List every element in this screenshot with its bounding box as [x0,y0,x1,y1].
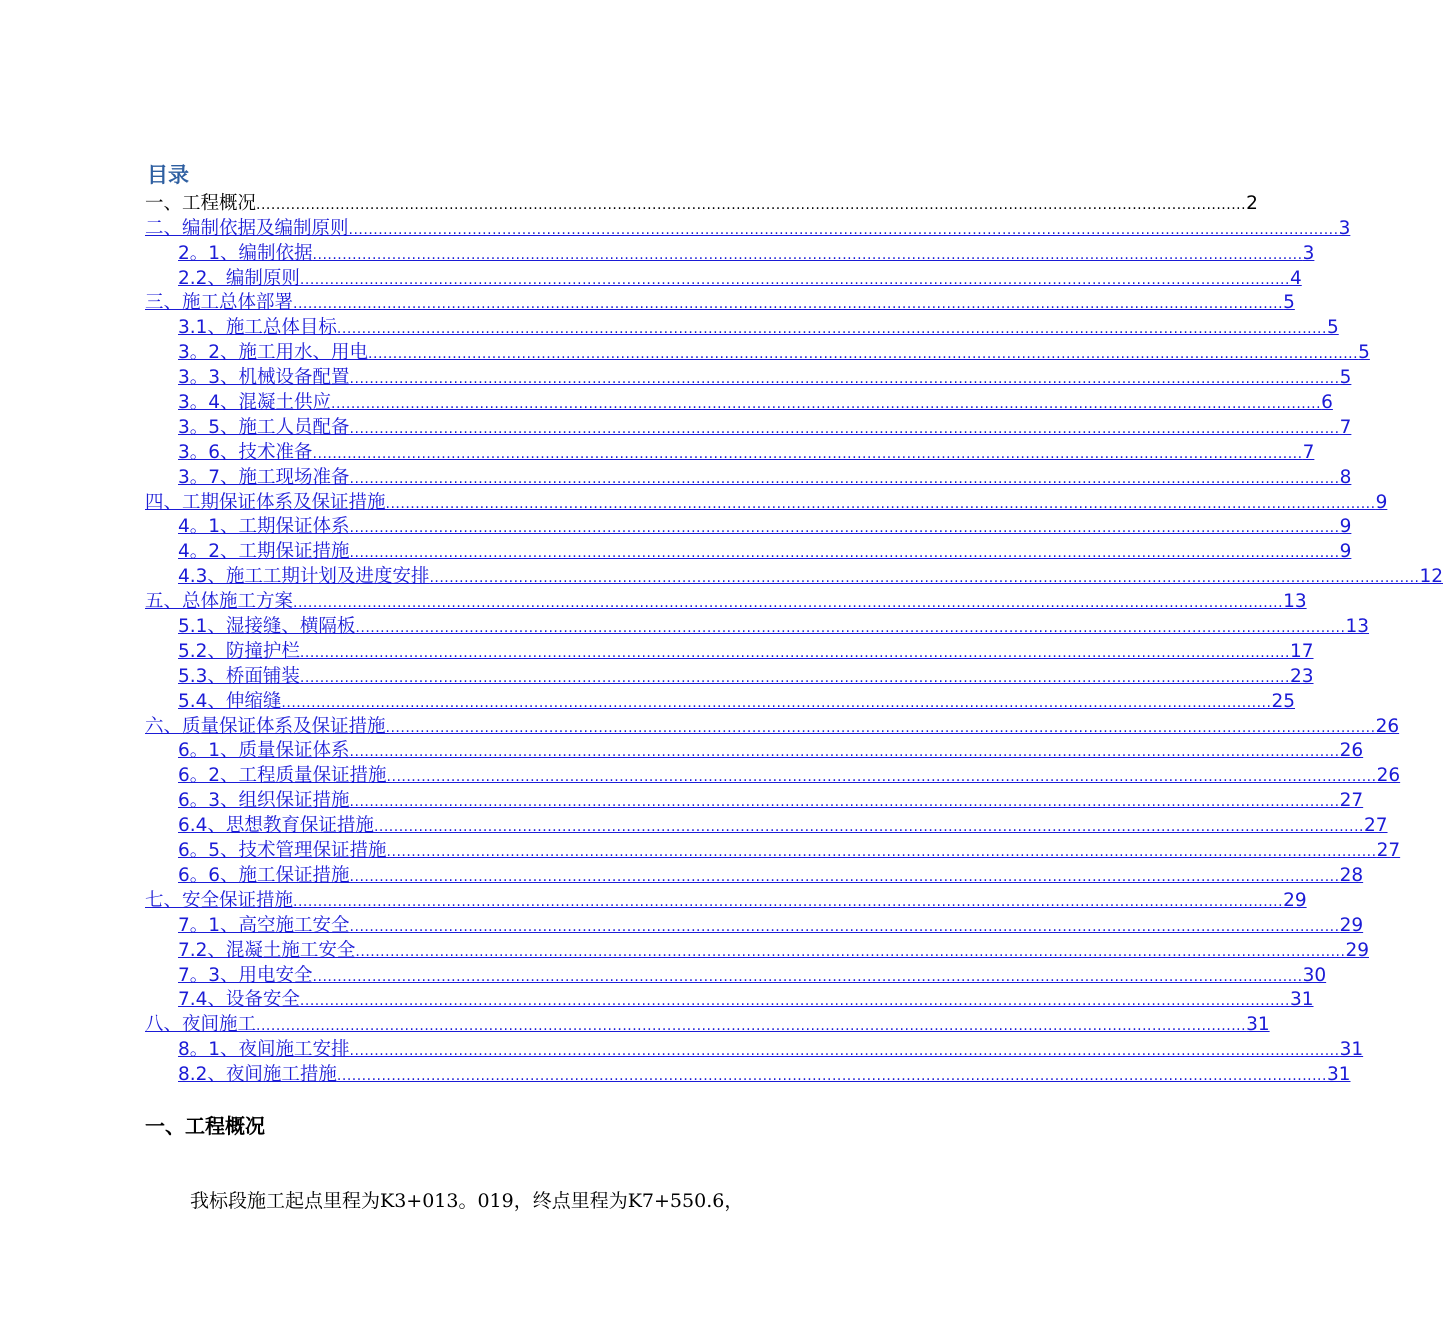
toc-entry-label: 四、工期保证体系及保证措施 [145,491,386,513]
toc-leader-dots: ........................................................................................................................................................................................................ [373,819,1364,836]
toc-leader-dots: ........................................................................................................................................................................................................ [368,346,1359,363]
toc-page-number: 23 [1289,665,1314,687]
toc-entry-label: 5.2、防撞护栏 [178,640,300,662]
toc-leader-dots: ........................................................................................................................................................................................................ [349,868,1340,885]
toc-leader-dots: ........................................................................................................................................................................................................ [385,495,1376,512]
toc-entry[interactable] [145,1037,1364,1062]
toc-entry-label: 6。1、质量保证体系 [178,740,350,762]
toc-entry[interactable] [145,564,1443,589]
toc-leader-dots: ........................................................................................................................................................................................................ [312,246,1303,263]
toc-entry[interactable] [145,515,1352,540]
toc-entry-label: 七、安全保证措施 [145,889,294,911]
toc-leader-dots: ........................................................................................................................................................................................................ [299,993,1290,1010]
toc-leader-dots: ........................................................................................................................................................................................................ [386,769,1377,786]
toc-entry[interactable] [145,1062,1351,1087]
toc-leader-dots: ........................................................................................................................................................................................................ [256,196,1247,213]
toc-entry-label: 4。1、工期保证体系 [178,516,350,538]
toc-entry[interactable] [145,988,1314,1013]
toc-leader-dots: ........................................................................................................................................................................................................ [355,620,1346,637]
toc-entry[interactable] [145,813,1388,838]
toc-entry[interactable] [145,539,1352,564]
toc-leader-dots: ........................................................................................................................................................................................................ [349,1043,1340,1060]
toc-page-number: 26 [1339,740,1364,762]
toc-entry[interactable] [145,888,1307,913]
toc-entry[interactable] [145,1012,1270,1037]
toc-entry[interactable] [145,589,1307,614]
toc-entry[interactable] [145,639,1314,664]
toc-entry[interactable] [145,340,1370,365]
toc-page-number: 6 [1321,392,1333,414]
toc-leader-dots: ........................................................................................................................................................................................................ [256,1018,1247,1035]
toc-page-number: 3 [1338,217,1351,239]
toc-entry-label: 7。3、用电安全 [178,964,313,986]
toc-entry-label: 6.4、思想教育保证措施 [178,815,374,837]
toc-entry [145,191,1258,216]
toc-entry-label: 5.1、湿接缝、横隔板 [178,616,356,638]
toc-leader-dots: ........................................................................................................................................................................................................ [331,396,1322,413]
toc-entry-label: 3。7、施工现场准备 [178,466,350,488]
toc-entry[interactable] [145,689,1296,714]
table-of-contents [145,191,1443,1087]
toc-leader-dots: ........................................................................................................................................................................................................ [293,296,1284,313]
toc-leader-dots: ........................................................................................................................................................................................................ [349,918,1340,935]
toc-leader-dots: ........................................................................................................................................................................................................ [385,719,1376,736]
toc-entry-label: 一、工程概况 [145,192,257,214]
toc-entry[interactable] [145,266,1302,291]
toc-page-number: 9 [1339,516,1352,538]
toc-entry-label: 3。6、技术准备 [178,441,313,463]
toc-page-number: 31 [1339,1039,1364,1061]
toc-entry[interactable] [145,490,1388,515]
toc-entry[interactable] [145,863,1364,888]
toc-entry[interactable] [145,913,1364,938]
toc-leader-dots: ........................................................................................................................................................................................................ [299,271,1290,288]
toc-entry-label: 7.4、设备安全 [178,989,300,1011]
toc-leader-dots: ........................................................................................................................................................................................................ [312,445,1303,462]
section-heading: 一、工程概况 [145,1114,265,1138]
toc-leader-dots: ........................................................................................................................................................................................................ [293,595,1284,612]
toc-entry[interactable] [145,216,1351,241]
toc-page-number: 9 [1339,541,1352,563]
toc-leader-dots: ........................................................................................................................................................................................................ [386,844,1377,861]
toc-leader-dots: ........................................................................................................................................................................................................ [349,744,1340,761]
toc-page-number: 9 [1375,491,1388,513]
toc-entry[interactable] [145,938,1370,963]
toc-entry[interactable] [145,315,1339,340]
toc-entry-label: 8。1、夜间施工安排 [178,1039,350,1061]
toc-leader-dots: ........................................................................................................................................................................................................ [349,794,1340,811]
toc-page-number: 27 [1363,815,1388,837]
toc-page-number: 13 [1283,591,1307,613]
toc-entry-label: 3.1、施工总体目标 [178,317,337,339]
toc-page-number: 29 [1283,889,1307,911]
toc-page-number: 29 [1345,939,1370,961]
toc-leader-dots: ........................................................................................................................................................................................................ [336,1068,1327,1085]
toc-entry[interactable] [145,465,1352,490]
toc-entry[interactable] [145,440,1315,465]
toc-page-number: 7 [1339,416,1352,438]
toc-page-number: 31 [1326,1064,1351,1086]
toc-page-number: 27 [1339,790,1364,812]
toc-leader-dots: ........................................................................................................................................................................................................ [299,644,1290,661]
toc-leader-dots: ........................................................................................................................................................................................................ [281,694,1272,711]
toc-page-number: 17 [1289,640,1314,662]
toc-page-number: 3 [1302,242,1315,264]
toc-entry-label: 4.3、施工工期计划及进度安排 [178,566,430,588]
toc-page-number: 5 [1339,367,1352,389]
toc-page-number: 26 [1375,715,1400,737]
toc-page-number: 13 [1345,616,1370,638]
toc-entry-label: 6。6、施工保证措施 [178,864,350,886]
toc-leader-dots: ........................................................................................................................................................................................................ [348,221,1339,238]
toc-page-number: 5 [1283,292,1295,314]
toc-page-number: 29 [1339,914,1364,936]
toc-entry-label: 7。1、高空施工安全 [178,914,350,936]
toc-entry[interactable] [145,241,1315,266]
toc-entry-label: 8.2、夜间施工措施 [178,1064,337,1086]
toc-leader-dots: ........................................................................................................................................................................................................ [293,893,1284,910]
toc-entry[interactable] [145,838,1401,863]
toc-entry[interactable] [145,415,1352,440]
toc-leader-dots: ........................................................................................................................................................................................................ [312,968,1303,985]
toc-leader-dots: ........................................................................................................................................................................................................ [299,669,1290,686]
toc-entry-label: 6。3、组织保证措施 [178,790,350,812]
toc-entry-label: 3。3、机械设备配置 [178,367,350,389]
toc-title: 目录 [147,162,189,187]
toc-page-number: 31 [1289,989,1314,1011]
toc-page-number: 26 [1376,765,1401,787]
toc-entry-label: 5.3、桥面铺装 [178,665,300,687]
toc-page-number: 27 [1376,840,1401,862]
toc-entry-label: 2。1、编制依据 [178,242,313,264]
toc-entry-label: 4。2、工期保证措施 [178,541,350,563]
toc-leader-dots: ........................................................................................................................................................................................................ [336,321,1327,338]
toc-page-number: 28 [1339,864,1364,886]
toc-entry[interactable] [145,664,1314,689]
toc-entry[interactable] [145,365,1352,390]
toc-leader-dots: ........................................................................................................................................................................................................ [349,520,1340,537]
toc-entry[interactable] [145,714,1400,739]
toc-entry-label: 3。2、施工用水、用电 [178,342,369,364]
toc-page-number: 4 [1289,267,1302,289]
toc-page-number: 5 [1358,342,1370,364]
toc-entry[interactable] [145,291,1295,316]
toc-entry-label: 7.2、混凝土施工安全 [178,939,356,961]
toc-entry[interactable] [145,963,1327,988]
toc-page-number: 5 [1326,317,1339,339]
toc-entry[interactable] [145,763,1401,788]
toc-leader-dots: ........................................................................................................................................................................................................ [429,570,1420,587]
toc-page-number: 30 [1302,964,1327,986]
toc-entry[interactable] [145,390,1333,415]
toc-entry-label: 5.4、伸缩缝 [178,690,282,712]
toc-page-number: 25 [1271,690,1296,712]
toc-entry-label: 6。2、工程质量保证措施 [178,765,387,787]
toc-entry-label: 二、编制依据及编制原则 [145,217,349,239]
body-paragraph: 我标段施工起点里程为K3+013。019，终点里程为K7+550.6， [190,1190,744,1212]
toc-entry-label: 6。5、技术管理保证措施 [178,840,387,862]
toc-entry-label: 八、夜间施工 [145,1014,257,1036]
toc-leader-dots: ........................................................................................................................................................................................................ [349,545,1340,562]
toc-page-number: 7 [1302,441,1315,463]
toc-page-number: 31 [1246,1014,1270,1036]
toc-page-number: 2 [1246,192,1258,214]
toc-entry-label: 3。4、混凝土供应 [178,392,332,414]
toc-entry-label: 五、总体施工方案 [145,591,294,613]
toc-page-number: 12 [1419,566,1443,588]
toc-entry[interactable] [145,614,1370,639]
toc-leader-dots: ........................................................................................................................................................................................................ [349,470,1340,487]
toc-entry-label: 六、质量保证体系及保证措施 [145,715,386,737]
toc-leader-dots: ........................................................................................................................................................................................................ [349,420,1340,437]
toc-entry-label: 3。5、施工人员配备 [178,416,350,438]
toc-entry[interactable] [145,739,1364,764]
toc-leader-dots: ........................................................................................................................................................................................................ [349,371,1340,388]
toc-entry-label: 2.2、编制原则 [178,267,300,289]
toc-entry[interactable] [145,788,1364,813]
toc-entry-label: 三、施工总体部署 [145,292,294,314]
toc-page-number: 8 [1339,466,1352,488]
toc-leader-dots: ........................................................................................................................................................................................................ [355,943,1346,960]
